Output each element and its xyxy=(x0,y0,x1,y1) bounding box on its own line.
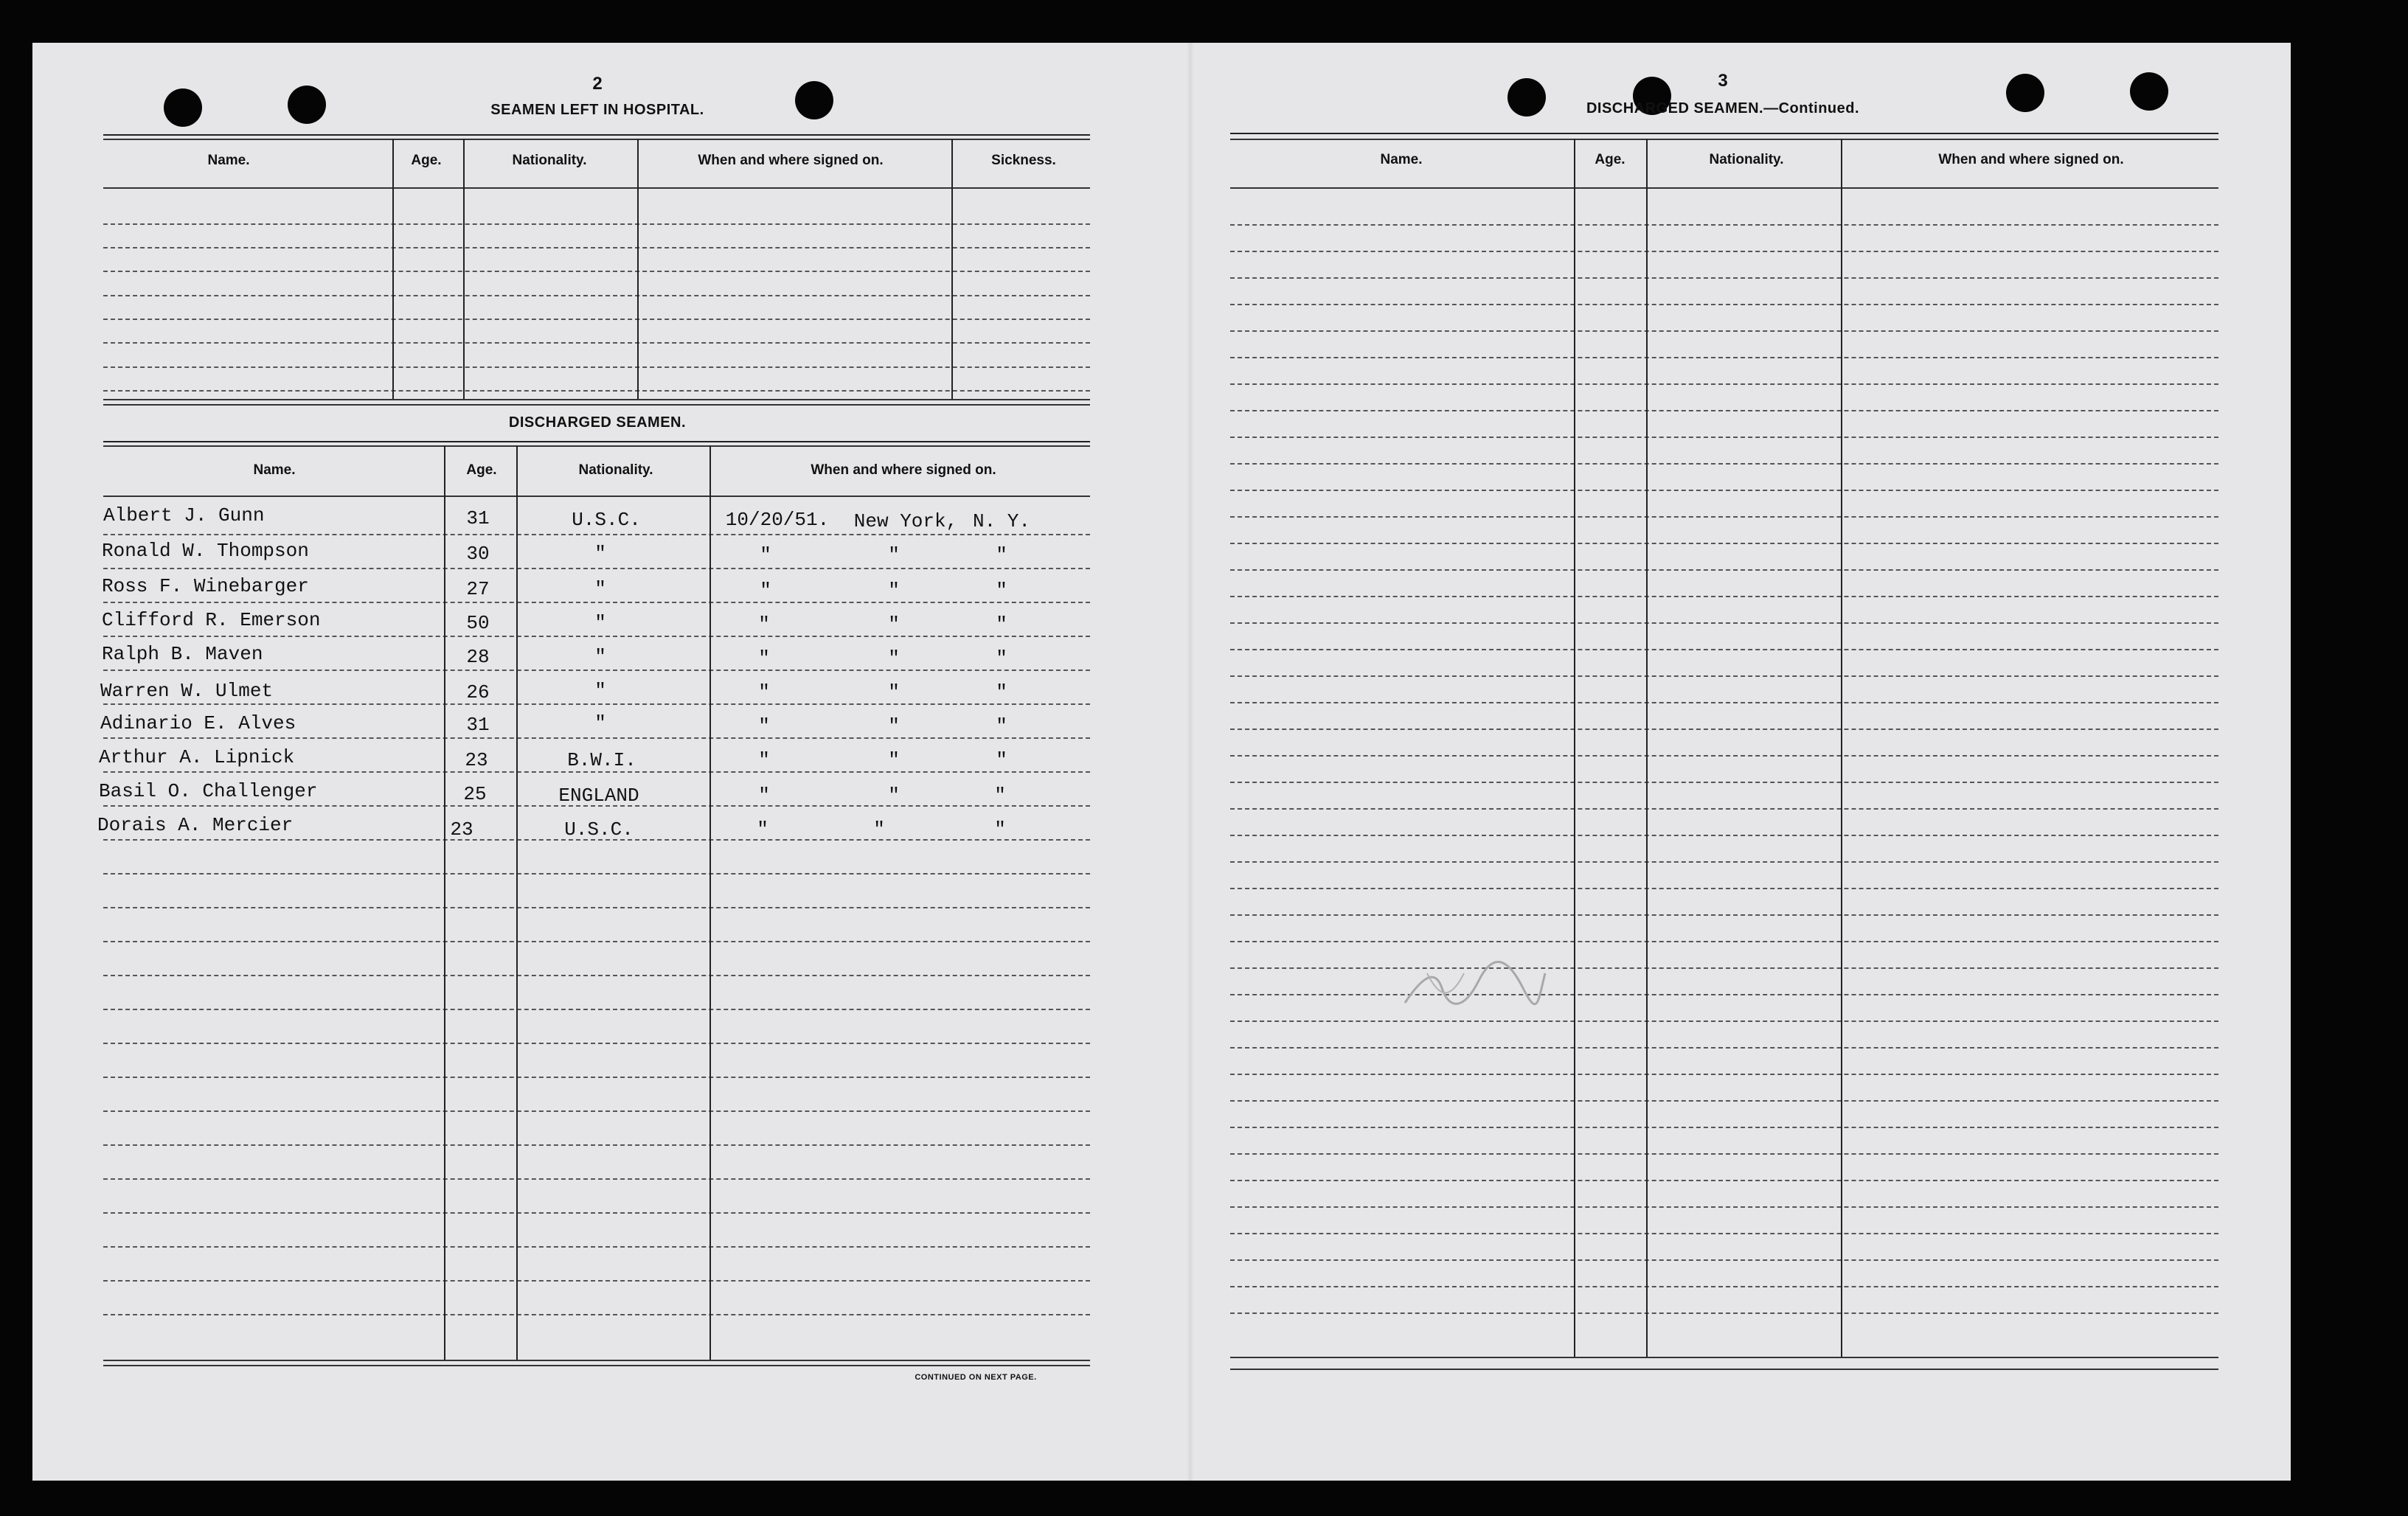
seaman-name: Clifford R. Emerson xyxy=(102,609,321,631)
signed-on-place: " xyxy=(888,544,900,566)
page-number: 3 xyxy=(1718,71,1728,91)
seaman-age: 23 xyxy=(465,749,488,771)
seaman-name: Ralph B. Maven xyxy=(102,643,263,665)
signed-on-state: " xyxy=(996,647,1007,670)
signed-on-state: " xyxy=(994,785,1006,807)
seaman-nationality: " xyxy=(594,612,606,634)
punch-hole xyxy=(2130,72,2168,111)
signed-on-date: " xyxy=(758,785,770,807)
signed-on-place: " xyxy=(888,613,900,636)
seaman-age: 26 xyxy=(466,681,490,703)
signed-on-date: 10/20/51. xyxy=(725,509,830,531)
signed-on-state: " xyxy=(996,613,1007,636)
seaman-nationality: " xyxy=(594,680,606,702)
signed-on-date: " xyxy=(758,749,770,771)
signed-on-date: " xyxy=(758,681,770,703)
signed-on-state: " xyxy=(996,580,1007,602)
signed-on-date: " xyxy=(758,647,770,670)
seaman-nationality: " xyxy=(594,646,606,668)
signed-on-date: " xyxy=(760,544,771,566)
seaman-age: 27 xyxy=(466,578,490,600)
signed-on-state: " xyxy=(996,715,1007,737)
column-header: When and where signed on. xyxy=(1938,152,2124,167)
column-header: Nationality. xyxy=(1709,152,1784,167)
discharged-continued-title: DISCHARGED SEAMEN.—Continued. xyxy=(1586,100,1860,117)
signed-on-state: " xyxy=(996,544,1007,566)
signed-on-place: " xyxy=(873,818,885,841)
column-header: Age. xyxy=(411,153,442,168)
column-header: Name. xyxy=(207,153,250,168)
seaman-nationality: ENGLAND xyxy=(558,785,639,807)
page-number: 2 xyxy=(592,74,603,94)
signed-on-date: " xyxy=(760,580,771,602)
seaman-nationality: U.S.C. xyxy=(564,818,634,841)
continued-footer: CONTINUED ON NEXT PAGE. xyxy=(915,1373,1037,1382)
signed-on-state: " xyxy=(996,681,1007,703)
seaman-name: Ross F. Winebarger xyxy=(102,575,309,597)
column-header: When and where signed on. xyxy=(698,153,884,168)
seaman-age: 25 xyxy=(463,783,487,805)
column-header: Sickness. xyxy=(991,153,1056,168)
column-header: When and where signed on. xyxy=(811,462,996,478)
punch-hole xyxy=(2006,74,2044,112)
seaman-age: 31 xyxy=(466,507,490,529)
column-header: Nationality. xyxy=(578,462,653,478)
seaman-nationality: " xyxy=(594,712,606,734)
seaman-age: 23 xyxy=(450,818,473,841)
seaman-age: 28 xyxy=(466,646,490,668)
discharged-section-title: DISCHARGED SEAMEN. xyxy=(508,414,687,431)
punch-hole xyxy=(795,81,833,119)
punch-hole xyxy=(164,88,202,127)
column-header: Age. xyxy=(466,462,497,478)
signed-on-place: " xyxy=(888,785,900,807)
seaman-nationality: B.W.I. xyxy=(567,749,636,771)
seaman-name: Albert J. Gunn xyxy=(103,504,265,526)
seaman-nationality: U.S.C. xyxy=(572,509,641,531)
seaman-name: Arthur A. Lipnick xyxy=(99,746,295,768)
signed-on-date: " xyxy=(757,818,768,841)
column-header: Name. xyxy=(1380,152,1423,167)
column-header: Name. xyxy=(253,462,296,478)
faint-signature-mark xyxy=(1398,951,1552,1018)
seaman-age: 30 xyxy=(466,543,490,565)
seaman-age: 50 xyxy=(466,612,490,634)
seaman-name: Basil O. Challenger xyxy=(99,780,318,802)
signed-on-place: New York, xyxy=(853,510,958,532)
signed-on-place: " xyxy=(888,681,900,703)
signed-on-place: " xyxy=(888,715,900,737)
document-scan xyxy=(32,43,2291,1481)
signed-on-place: " xyxy=(888,647,900,670)
signed-on-state: " xyxy=(994,818,1006,841)
signed-on-place: " xyxy=(888,580,900,602)
signed-on-date: " xyxy=(758,613,770,636)
signed-on-place: " xyxy=(888,749,900,771)
signed-on-date: " xyxy=(758,715,770,737)
punch-hole xyxy=(288,86,326,124)
seaman-age: 31 xyxy=(466,714,490,736)
seaman-name: Warren W. Ulmet xyxy=(100,680,274,702)
seaman-name: Dorais A. Mercier xyxy=(97,814,294,836)
seaman-nationality: " xyxy=(594,543,606,565)
hospital-section-title: SEAMEN LEFT IN HOSPITAL. xyxy=(490,102,704,118)
signed-on-state: N. Y. xyxy=(972,510,1031,532)
signed-on-state: " xyxy=(996,749,1007,771)
seaman-name: Ronald W. Thompson xyxy=(102,540,309,562)
column-header: Nationality. xyxy=(512,153,587,168)
seaman-nationality: " xyxy=(594,578,606,600)
seaman-name: Adinario E. Alves xyxy=(100,712,296,734)
column-header: Age. xyxy=(1595,152,1625,167)
